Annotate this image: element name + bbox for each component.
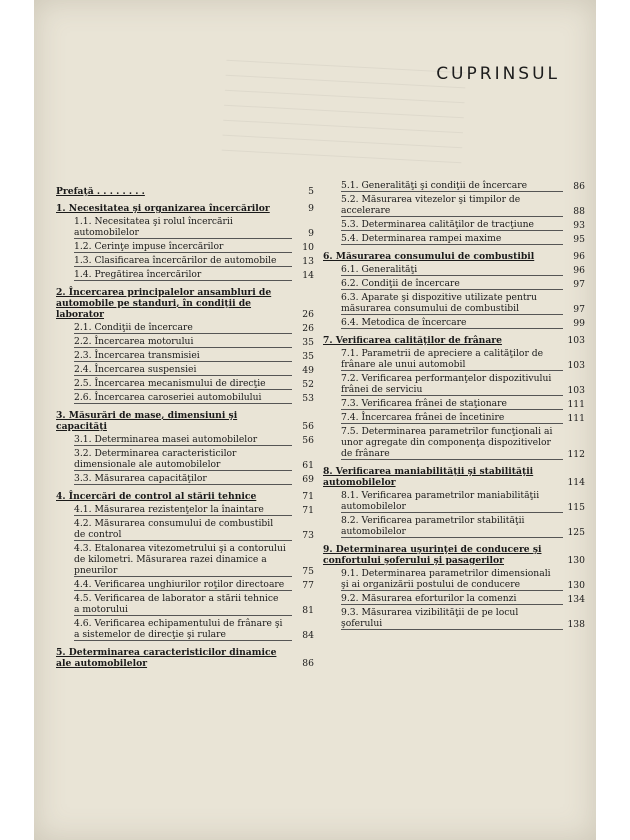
toc-page-number: 35 (302, 351, 314, 362)
toc-page-number: 53 (302, 393, 314, 404)
toc-page-number: 71 (302, 491, 314, 502)
toc-page-number: 69 (302, 474, 314, 485)
toc-page-number: 134 (567, 594, 585, 605)
toc-entry (56, 364, 314, 376)
toc-page-number: 49 (302, 365, 314, 376)
toc-entry (323, 348, 585, 371)
toc-entry (323, 607, 585, 630)
toc-page-number: 14 (302, 270, 314, 281)
toc-page-number: 52 (302, 379, 314, 390)
toc-entry (56, 336, 314, 348)
toc-entry-title: 6.4. Metodica de încercare (341, 317, 563, 329)
toc-entry (56, 434, 314, 446)
toc-page-number: 86 (573, 181, 585, 192)
toc-page-number: 5 (308, 186, 314, 197)
toc-entry (56, 269, 314, 281)
toc-entry (323, 264, 585, 276)
toc-entry-title: 1. Necesitatea şi organizarea încercărilor (56, 203, 270, 214)
toc-page-number: 99 (573, 318, 585, 329)
toc-page-number: 86 (302, 658, 314, 669)
toc-page-number: 103 (567, 360, 585, 371)
toc-entry (323, 194, 585, 217)
toc-entry (56, 392, 314, 404)
toc-entry-title: 4.5. Verificarea de laborator a stării tehnice a motorului (74, 593, 292, 616)
toc-page-number: 81 (302, 605, 314, 616)
toc-entry-title: Prefaţă . . . . . . . . (56, 186, 145, 197)
toc-chapter (323, 335, 585, 346)
toc-entry-title: 7.1. Parametrii de apreciere a calităţilor de frânare ale unui automobil (341, 348, 563, 371)
toc-entry (323, 490, 585, 513)
toc-entry-title: 3.1. Determinarea masei automobilelor (74, 434, 292, 446)
toc-entry (56, 504, 314, 516)
toc-page-number: 26 (302, 323, 314, 334)
toc-entry (56, 518, 314, 541)
toc-chapter (323, 466, 585, 488)
toc-page-number: 96 (573, 251, 585, 262)
toc-page-number: 61 (302, 460, 314, 471)
toc-entry (323, 317, 585, 329)
toc-entry-title: 2.5. Încercarea mecanismului de direcţie (74, 378, 292, 390)
toc-entry (56, 543, 314, 577)
toc-page-number: 97 (573, 279, 585, 290)
toc-entry-title: 7.5. Determinarea parametrilor funcţionali ai unor agregate din componenţa dispozitivelor de frânare (341, 426, 563, 460)
toc-entry (56, 216, 314, 239)
toc-entry-title: 4.6. Verificarea echipamentului de frânare şi a sistemelor de direcţie şi rulare (74, 618, 292, 641)
toc-entry (323, 278, 585, 290)
toc-page-number: 73 (302, 530, 314, 541)
toc-entry (323, 426, 585, 460)
toc-entry-title: 4. Încercări de control al stării tehnice (56, 491, 257, 502)
toc-page-number: 96 (573, 265, 585, 276)
toc-entry-title: 8. Verificarea maniabilităţii şi stabilităţii automobilelor (323, 466, 534, 488)
page-title: CUPRINSUL (436, 64, 560, 84)
toc-entry-title: 7.2. Verificarea performanţelor dispozitivului frânei de serviciu (341, 373, 563, 396)
toc-chapter (323, 251, 585, 262)
toc-entry-title: 4.3. Etalonarea vitezometrului şi a contorului de kilometri. Măsurarea razei dinamice a pneurilor (74, 543, 292, 577)
toc-entry-title: 8.2. Verificarea parametrilor stabilităţii automobilelor (341, 515, 563, 538)
toc-entry (56, 618, 314, 641)
toc-chapter (56, 203, 314, 214)
toc-entry (323, 515, 585, 538)
toc-entry-title: 2.4. Încercarea suspensiei (74, 364, 292, 376)
toc-entry-title: 5.3. Determinarea calităţilor de tracţiune (341, 219, 563, 231)
toc-entry-title: 1.3. Clasificarea încercărilor de automobile (74, 255, 292, 267)
toc-page-number: 13 (302, 256, 314, 267)
toc-entry-title: 8.1. Verificarea parametrilor maniabilităţii automobilelor (341, 490, 563, 513)
toc-page-number: 103 (567, 385, 585, 396)
toc-chapter (56, 647, 314, 669)
toc-entry (323, 593, 585, 605)
toc-entry (323, 373, 585, 396)
toc-page-number: 75 (302, 566, 314, 577)
toc-page-number: 95 (573, 234, 585, 245)
toc-page-number: 88 (573, 206, 585, 217)
toc-entry (56, 241, 314, 253)
toc-column-left (56, 180, 314, 671)
toc-chapter (323, 544, 585, 566)
toc-entry-title: 6.2. Condiţii de încercare (341, 278, 563, 290)
toc-entry-title: 2.6. Încercarea caroseriei automobilului (74, 392, 292, 404)
toc-page-number: 84 (302, 630, 314, 641)
toc-page-number: 111 (567, 413, 585, 424)
toc-entry (56, 350, 314, 362)
toc-page-number: 111 (567, 399, 585, 410)
toc-page-number: 9 (308, 203, 314, 214)
toc-entry-title: 1.1. Necesitatea şi rolul încercării automobilelor (74, 216, 292, 239)
toc-entry-title: 5.2. Măsurarea vitezelor şi timpilor de accelerare (341, 194, 563, 217)
toc-page-number: 56 (302, 435, 314, 446)
toc-entry (323, 398, 585, 410)
toc-entry-title: 4.4. Verificarea unghiurilor roţilor directoare (74, 579, 292, 591)
toc-entry-title: 1.4. Pregătirea încercărilor (74, 269, 292, 281)
toc-entry (56, 255, 314, 267)
toc-entry-title: 6. Măsurarea consumului de combustibil (323, 251, 535, 262)
toc-page-number: 112 (567, 449, 585, 460)
toc-entry-title: 9.2. Măsurarea eforturilor la comenzi (341, 593, 563, 605)
toc-entry-title: 2.1. Condiţii de încercare (74, 322, 292, 334)
toc-page-number: 77 (302, 580, 314, 591)
toc-page-number: 115 (567, 502, 585, 513)
toc-entry-title: 1.2. Cerinţe impuse încercărilor (74, 241, 292, 253)
book-page (34, 0, 596, 840)
toc-entry-title: 6.3. Aparate şi dispozitive utilizate pentru măsurarea consumului de combustibil (341, 292, 563, 315)
toc-entry-title: 2.2. Încercarea motorului (74, 336, 292, 348)
toc-entry-title: 3. Măsurări de mase, dimensiuni şi capacităţi (56, 410, 238, 432)
toc-entry (323, 412, 585, 424)
toc-entry (56, 593, 314, 616)
toc-page-number: 9 (308, 228, 314, 239)
toc-entry-title: 5. Determinarea caracteristicilor dinamice ale automobilelor (56, 647, 277, 669)
toc-entry-title: 7.3. Verificarea frânei de staţionare (341, 398, 563, 410)
toc-page-number: 93 (573, 220, 585, 231)
toc-entry (323, 568, 585, 591)
toc-page-number: 130 (567, 555, 585, 566)
toc-entry (56, 378, 314, 390)
toc-entry (56, 448, 314, 471)
toc-entry (323, 292, 585, 315)
toc-page-number: 130 (567, 580, 585, 591)
toc-page-number: 71 (302, 505, 314, 516)
toc-entry-title: 4.1. Măsurarea rezistenţelor la înaintare (74, 504, 292, 516)
toc-entry-title: 4.2. Măsurarea consumului de combustibil de control (74, 518, 292, 541)
toc-entry-title: 7.4. Încercarea frânei de încetinire (341, 412, 563, 424)
toc-page-number: 10 (302, 242, 314, 253)
toc-page-number: 26 (302, 309, 314, 320)
toc-entry (323, 180, 585, 192)
bleed-through-text (221, 49, 466, 171)
toc-entry-title: 7. Verificarea calităţilor de frânare (323, 335, 502, 346)
toc-entry (323, 219, 585, 231)
toc-entry (56, 579, 314, 591)
toc-entry (323, 233, 585, 245)
toc-entry (56, 473, 314, 485)
toc-chapter (56, 491, 314, 502)
toc-page-number: 114 (567, 477, 585, 488)
toc-entry-title: 9. Determinarea uşurinţei de conducere şi confortului şoferului şi pasagerilor (323, 544, 542, 566)
toc-page-number: 56 (302, 421, 314, 432)
toc-entry-title: 2.3. Încercarea transmisiei (74, 350, 292, 362)
toc-entry-title: 3.3. Măsurarea capacităţilor (74, 473, 292, 485)
toc-page-number: 125 (567, 527, 585, 538)
toc-chapter (56, 410, 314, 432)
toc-entry-title: 6.1. Generalităţi (341, 264, 563, 276)
toc-entry-title: 9.1. Determinarea parametrilor dimensionali şi ai organizării postului de conducere (341, 568, 563, 591)
toc-entry (56, 322, 314, 334)
toc-entry-title: 9.3. Măsurarea vizibilităţii de pe locul şoferului (341, 607, 563, 630)
toc-entry-title: 5.1. Generalităţi şi condiţii de încercare (341, 180, 563, 192)
toc-page-number: 138 (567, 619, 585, 630)
toc-chapter (56, 186, 314, 197)
toc-page-number: 103 (567, 335, 585, 346)
toc-entry-title: 5.4. Determinarea rampei maxime (341, 233, 563, 245)
toc-column-right (323, 180, 585, 632)
toc-page-number: 35 (302, 337, 314, 348)
toc-page-number: 97 (573, 304, 585, 315)
toc-entry-title: 3.2. Determinarea caracteristicilor dimensionale ale automobilelor (74, 448, 292, 471)
toc-entry-title: 2. Încercarea principalelor ansambluri de automobile pe standuri, în condiţii de laborator (56, 287, 272, 320)
toc-chapter (56, 287, 314, 320)
